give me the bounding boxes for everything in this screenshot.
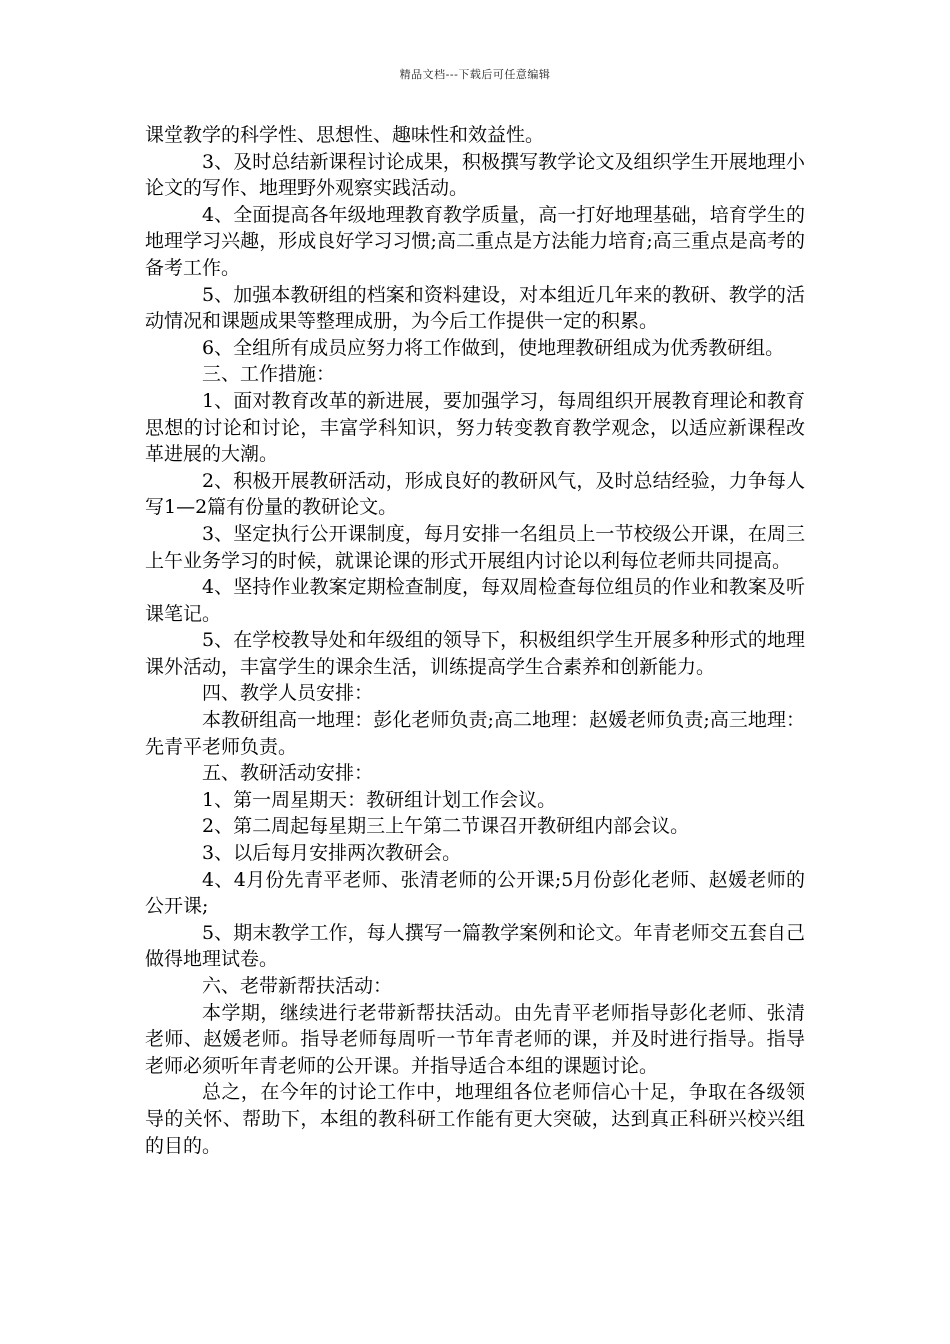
paragraph-goal-6: 6、全组所有成员应努力将工作做到，使地理教研组成为优秀教研组。 xyxy=(202,336,785,359)
paragraph-goal-3: 3、及时总结新课程讨论成果，积极撰写教学论文及组织学生开展地理小论文的写作、地理野外观察实践活动。 xyxy=(145,150,805,200)
paragraph-activity-1: 1、第一周星期天：教研组计划工作会议。 xyxy=(202,788,557,811)
paragraph-activity-4: 4、4月份先青平老师、张清老师的公开课;5月份彭化老师、赵媛老师的公开课; xyxy=(145,868,805,918)
section-heading-activities: 五、教研活动安排： xyxy=(202,762,374,785)
paragraph-goal-5: 5、加强本教研组的档案和资料建设，对本组近几年来的教研、教学的活动情况和课题成果等整理成册，为今后工作提供一定的积累。 xyxy=(145,283,805,333)
paragraph-conclusion: 总之，在今年的讨论工作中，地理组各位老师信心十足，争取在各级领导的关怀、帮助下，本组的教科研工作能有更大突破，达到真正科研兴校兴组的目的。 xyxy=(145,1081,805,1157)
paragraph-measure-3: 3、坚定执行公开课制度，每月安排一名组员上一节校级公开课，在周三上午业务学习的时候，就课论课的形式开展组内讨论以利每位老师共同提高。 xyxy=(145,522,805,572)
document-body xyxy=(145,122,805,1159)
paragraph-continuation: 课堂教学的科学性、思想性、趣味性和效益性。 xyxy=(145,124,545,146)
paragraph-mentoring: 本学期，继续进行老带新帮扶活动。由先青平老师指导彭化老师、张清老师、赵媛老师。指导老师每周听一节年青老师的课，并及时进行指导。指导老师必须听年青老师的公开课。并指导适合本组的课题讨论。 xyxy=(145,1001,805,1077)
section-heading-measures: 三、工作措施： xyxy=(202,363,336,386)
paragraph-activity-3: 3、以后每月安排两次教研会。 xyxy=(202,842,462,865)
paragraph-measure-2: 2、积极开展教研活动，形成良好的教研风气，及时总结经验，力争每人写1—2篇有份量的教研论文。 xyxy=(145,469,805,519)
paragraph-measure-5: 5、在学校教导处和年级组的领导下，积极组织学生开展多种形式的地理课外活动，丰富学生的课余生活，训练提高学生合素养和创新能力。 xyxy=(145,629,805,678)
paragraph-activity-2: 2、第二周起每星期三上午第二节课召开教研组内部会议。 xyxy=(202,815,690,838)
paragraph-measure-4: 4、坚持作业教案定期检查制度，每双周检查每位组员的作业和教案及听课笔记。 xyxy=(145,576,805,625)
paragraph-activity-5: 5、期末教学工作，每人撰写一篇教学案例和论文。年青老师交五套自己做得地理试卷。 xyxy=(145,921,805,971)
page-header: 精品文档---下载后可任意编辑 xyxy=(399,68,551,81)
paragraph-staff: 本教研组高一地理：彭化老师负责;高二地理：赵媛老师负责;高三地理：先青平老师负责。 xyxy=(145,709,805,758)
paragraph-measure-1: 1、面对教育改革的新进展，要加强学习，每周组织开展教育理论和教育思想的讨论和讨论，丰富学科知识，努力转变教育教学观念，以适应新课程改革进展的大潮。 xyxy=(145,389,805,466)
section-heading-staff: 四、教学人员安排： xyxy=(202,682,374,705)
paragraph-goal-4: 4、全面提高各年级地理教育教学质量，高一打好地理基础，培育学生的地理学习兴趣，形成良好学习习惯;高二重点是方法能力培育;高三重点是高考的备考工作。 xyxy=(145,203,805,279)
section-heading-mentoring: 六、老带新帮扶活动： xyxy=(202,975,393,997)
